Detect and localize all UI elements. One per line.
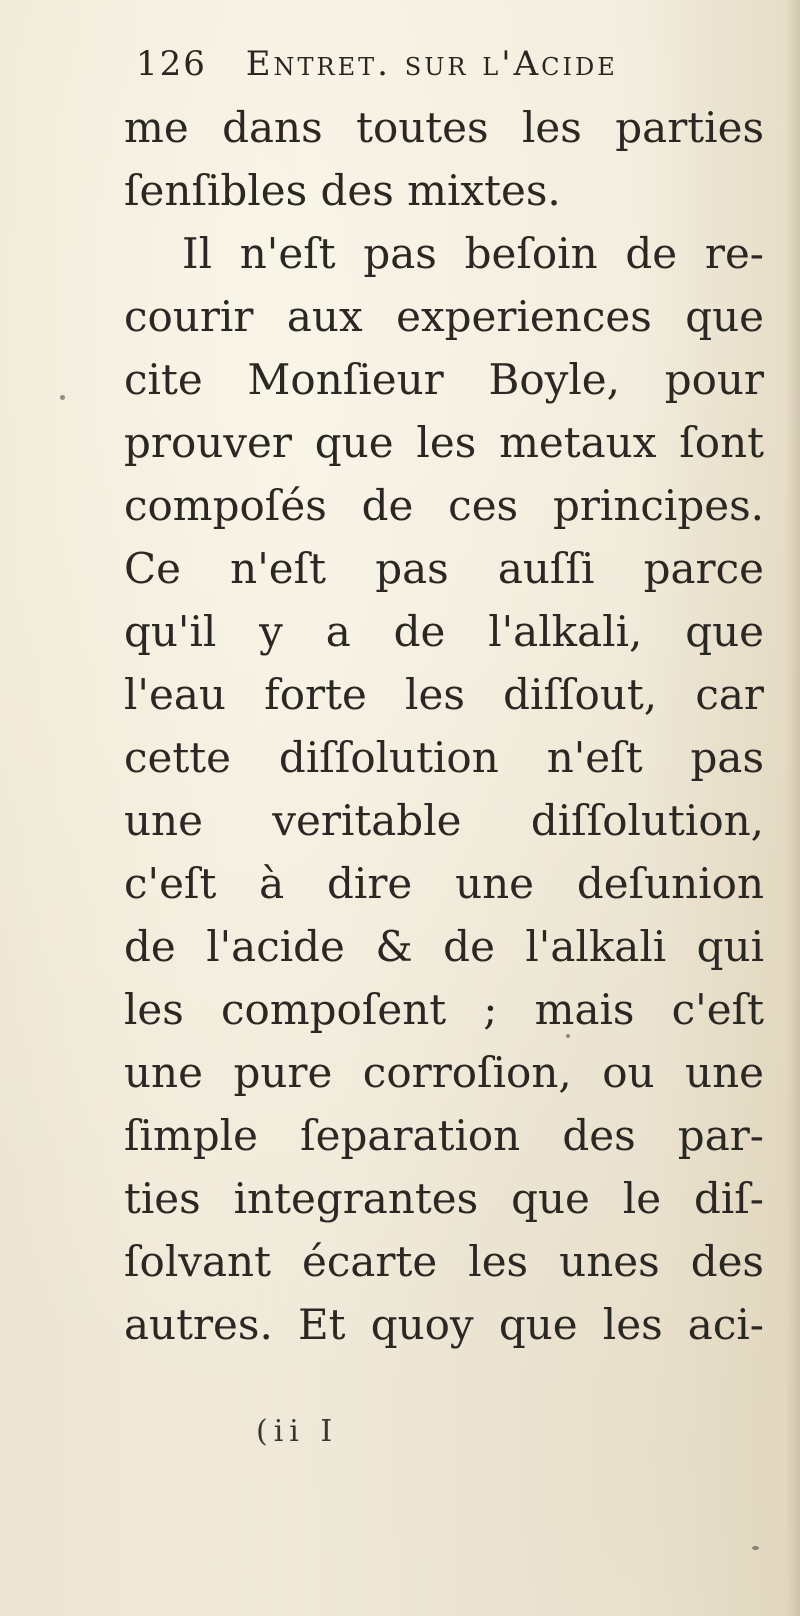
page-edge-shadow [786, 0, 800, 1616]
text-line: les compoſent ; mais c'eſt [124, 985, 764, 1034]
text-line: me dans toutes les parties [124, 103, 764, 152]
signature-mark: (ii I [256, 1414, 339, 1449]
paper-speck [60, 395, 65, 400]
text-line: qu'il y a de l'alkali, que [124, 607, 764, 656]
text-line: Il n'eſt pas beſoin de re- [182, 229, 764, 278]
text-line: ties integrantes que le diſ- [124, 1174, 764, 1223]
page-number: 126 [136, 44, 207, 84]
body-text [124, 96, 764, 1356]
text-line: cite Monſieur Boyle, pour [124, 355, 764, 404]
text-line: prouver que les metaux ſont [124, 418, 764, 467]
text-line: ſimple ſeparation des par- [124, 1111, 764, 1160]
text-line: une pure corroſion, ou une [124, 1048, 764, 1097]
paper-speck [752, 1546, 759, 1550]
text-line: autres. Et quoy que les aci- [124, 1300, 764, 1349]
text-line: une veritable diſſolution, [124, 796, 764, 845]
page-header [136, 44, 776, 94]
text-line: Ce n'eſt pas auſſi parce [124, 544, 764, 593]
running-head: Entret. sur l'Acide [245, 44, 618, 84]
text-line: ſenſibles des mixtes. [124, 166, 561, 215]
text-line: compoſés de ces principes. [124, 481, 764, 530]
text-line: courir aux experiences que [124, 292, 764, 341]
text-line: c'eſt à dire une deſunion [124, 859, 764, 908]
text-line: de l'acide & de l'alkali qui [124, 922, 764, 971]
text-line: cette diſſolution n'eſt pas [124, 733, 764, 782]
paper-speck [566, 1034, 570, 1038]
text-line: l'eau forte les diſſout, car [124, 670, 764, 719]
text-line: ſolvant écarte les unes des [124, 1237, 764, 1286]
